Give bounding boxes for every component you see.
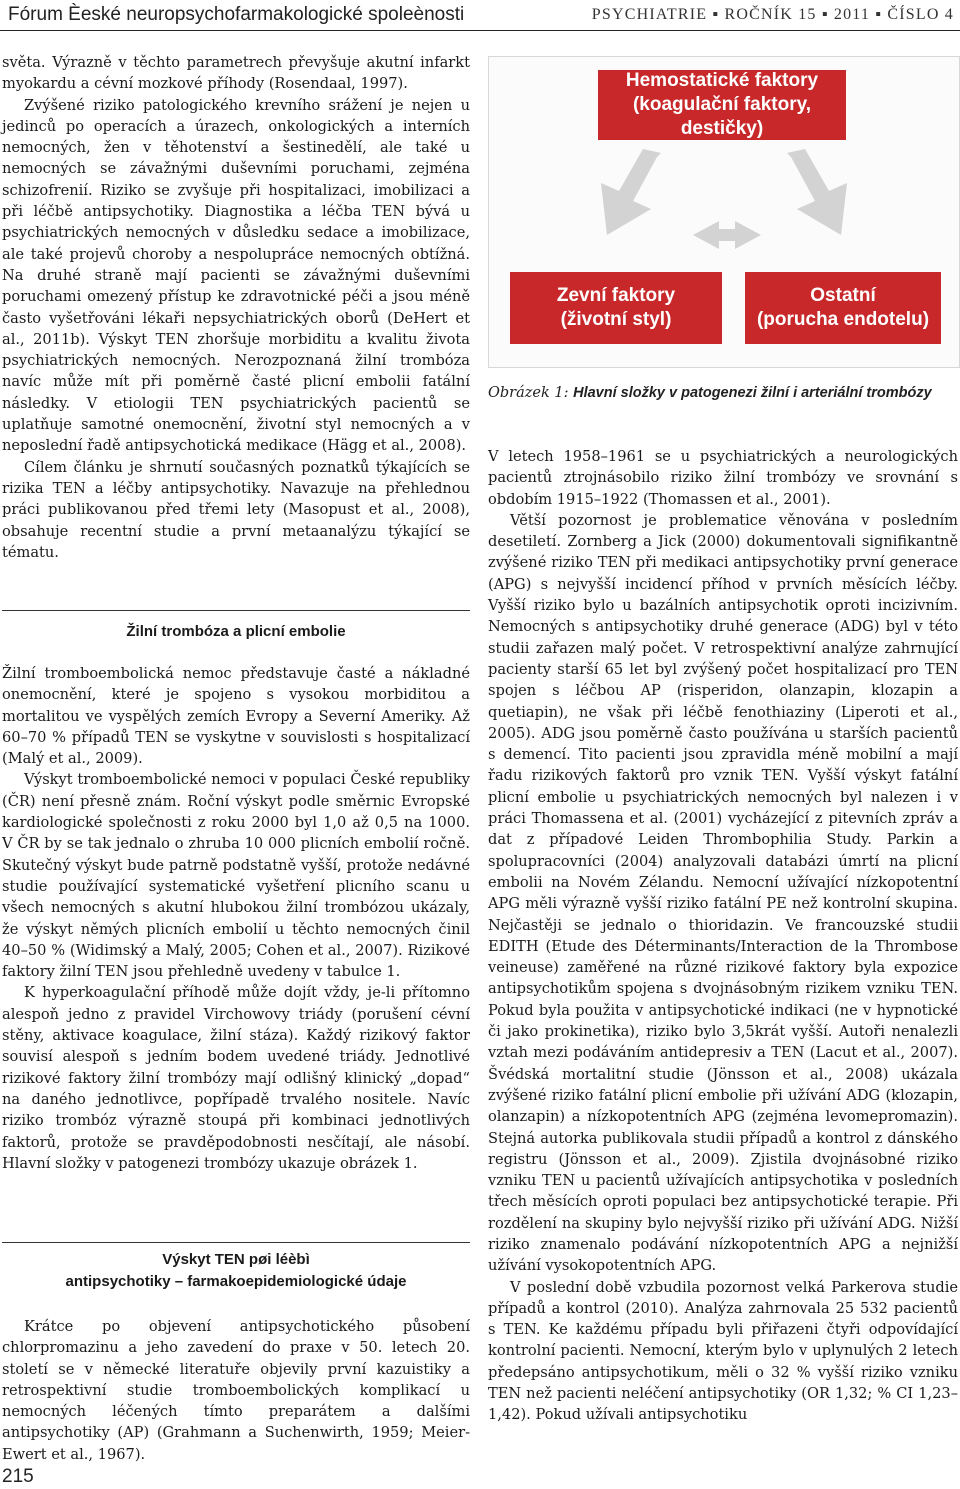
- arrow-down-left: [601, 149, 661, 235]
- paragraph: Větší pozornost je problematice věnována v posledním desetiletí. Zornberg a Jick (2000) dokumentovali signifikantně zvýšené riziko TEN při medikaci antipsychotiky první generace (APG) s nejvyšší incidencí příhod v prvních měsících léčby. Vyšší riziko bylo u bazálních antipsychotik oproti incizivním. Nemocných s antipsychotiky druhé generace (ADG) byl v této studii zařazen malý počet. V retrospektivní analýze zahrnující pacienty starší 65 let byl zvýšený počet hospitalizací pro TEN spojen s léčbou AP (risperidon, olanzapin, klozapin a quetiapin), ne však při léčbě fenothiaziny (Liperoti et al., 2005). ADG jsou poměrně často používána u starších pacientů s demencí. Tito pacienti jsou zpravidla méně mobilní a mají řadu rizikových faktorů pro vznik TEN. Vyšší výskyt fatální plicní embolie u psychiatrických nemocných byl nalezen i v práci Thomassena et al. (2001) vycházející z pitevních zpráv a dat z případové Leiden Thrombophilia Study. Parkin a spolupracovníci (2004) analyzovali databázi úmrtí na plicní embolii na Novém Zélandu. Nemocní užívající nízkopotentní APG měli výrazně vyšší riziko fatální PE než kontrolní skupina. Nejčastěji se jednalo o thioridazin. Ve francouzské studii EDITH (Etude des Déterminants/Interaction de la Thrombose veineuse) zaměřené na různé rizikové faktory byla expozice antipsychotikům spojena s dvojnásobným rizikem vzniku TEN. Pokud byla použita v antipsychotické indikaci (ne v hypnotické či jako prokinetika), riziko bylo 3,5krát vyšší. Autoři nenalezli vztah mezi podáváním antidepresiv a TEN (Lacut et al., 2007). Švédská mortalitní studie (Jönsson et al., 2008) ukázala zvýšené riziko fatální plicní embolie při užívání ADG (klozapin, olanzapin) a nízkopotentních APG (zejména levomepromazin). Stejná autorka publikovala studii případů a kontrol z dánského registru (Jönsson et al., 2009). Zjistila dvojnásobné riziko vzniku TEN u pacientů užívajících antipsychotika v posledních třech měsících oproti populaci bez antipsychotické terapie. Při rozdělení na skupiny bylo nejvyšší riziko při užívání ADG. Nižší riziko znamenalo podávání nízkopotentních APG a nejnižší užívání vysokopotentních APG.: [488, 511, 958, 1275]
- section-body-venous-thrombosis: [2, 663, 470, 1174]
- heading-line: antipsychotiky – farmakoepidemiologické údaje: [65, 1273, 407, 1290]
- figure-caption: [488, 383, 958, 403]
- caption-text: Hlavní složky v patogenezi žilní i arteriální trombózy: [573, 385, 932, 401]
- left-column: [2, 52, 470, 563]
- paragraph: Žilní tromboembolická nemoc představuje časté a nákladné onemocnění, které je spojeno s vysokou morbiditou a mortalitou ve vyspělých zemích Evropy a Severní Ameriky. Až 60–70 % případů TEN se vyskytne v souvislosti s hospitalizací (Malý et al., 2009).: [2, 665, 470, 768]
- section-body-ten-antipsychotics: [2, 1316, 470, 1465]
- page-number: 215: [2, 1466, 34, 1487]
- paragraph: Zvýšené riziko patologického krevního srážení je nejen u jedinců po operacích a úrazech, onkologických a interních nemocných, žen v těhotenství a šestinedělí, ale také u nemocných se závažnými duševními poruchami, zejména schizofrenií. Riziko se zvyšuje při hospitalizaci, imobilizaci a při léčbě antipsychotiky. Diagnostika a léčba TEN bývá u psychiatrických nemocných v důsledku sedace a imobilizace, ale také projevů choroby a nespolupráce nemocných obtížná. Na druhé straně mají pacienti se závažnými duševními poruchami omezený přístup ke zdravotnické péči a jsou méně často vyšetřováni lékaři nepsychiatrických oborů (DeHert et al., 2011b). Výskyt TEN zhoršuje morbiditu a kvalitu života psychiatrických nemocných. Nerozpoznaná žilní trombóza navíc může mít při poměrně časté plicní embolii fatální následky. V etiologii TEN psychiatrických pacientů se uplatňuje samotné onemocnění, životní styl nemocných a v neposlední řadě antipsychotická medikace (Hägg et al., 2008).: [2, 96, 470, 455]
- section-divider: [2, 610, 470, 611]
- paragraph: V letech 1958–1961 se u psychiatrických a neurologických pacientů ztrojnásobilo riziko žilní trombózy ve srovnání s obdobím 1915–1922 (Thomassen et al., 2001).: [488, 448, 958, 508]
- box-line: Ostatní: [810, 285, 876, 306]
- arrow-down-right: [787, 149, 847, 235]
- arrow-horizontal: [693, 221, 761, 249]
- journal-society-name: Fórum Èeské neuropsychofarmakologické spoleènosti: [8, 4, 465, 25]
- journal-issue-info: PSYCHIATRIE ▪ ROČNÍK 15 ▪ 2011 ▪ ČÍSLO 4: [591, 6, 954, 23]
- box-external-factors: [510, 272, 722, 344]
- box-line: (koagulační faktory, destičky): [632, 94, 812, 139]
- heading-line: Výskyt TEN pøi léèbì: [162, 1251, 310, 1268]
- section-divider: [2, 1242, 470, 1243]
- box-line: Hemostatické faktory: [625, 70, 819, 91]
- paragraph: Výskyt tromboembolické nemoci v populaci České republiky (ČR) není přesně znám. Roční výskyt podle směrnic Evropské kardiologické společnosti z roku 2000 byl 1,0 až 0,5 na 1000. V ČR by se tak jednalo o zhruba 10 000 plicních embolií ročně. Skutečný výskyt bude patrně podstatně vyšší, protože nedávné studie používající systematické vyšetření plicního scanu u všech nemocných s akutní hlubokou žilní trombózou ukázaly, že výskyt němých plicních embolií u těchto nemocných činil 40–50 % (Widimský a Malý, 2005; Cohen et al., 2007). Rizikové faktory žilní TEN jsou přehledně uvedeny v tabulce 1.: [2, 771, 470, 981]
- box-hemostatic-factors: [598, 70, 846, 140]
- caption-label: Obrázek 1:: [488, 385, 569, 401]
- paragraph: K hyperkoagulační příhodě může dojít vždy, je-li přítomno alespoň jedno z pravidel Virchowovy triády (porušení cévní stěny, aktivace koagulace, žilní stáza). Každý rizikový faktor souvisí alespoň s jedním bodem uvedené triády. Jednotlivé rizikové faktory žilní trombózy mají odlišný klinický „dopad“ na daného jednotlivce, popřípadě trvalého nositele. Navíc riziko trombóz výrazně stoupá při kombinaci jednotlivých faktorů, protože se pravděpodobnosti nesčítají, ale násobí. Hlavní složky v patogenezi trombózy ukazuje obrázek 1.: [2, 984, 470, 1172]
- paragraph: Cílem článku je shrnutí současných poznatků týkajících se rizika TEN a léčby antipsychotiky. Navazuje na přehlednou práci publikovanou před třemi lety (Masopust et al., 2008), obsahuje recentní studie a první metaanalýzu týkající se tématu.: [2, 458, 470, 561]
- box-line: Zevní faktory: [556, 285, 676, 306]
- box-line: (porucha endotelu): [756, 309, 930, 330]
- section-heading-venous-thrombosis: Žilní trombóza a plicní embolie: [126, 623, 346, 640]
- paragraph: V poslední době vzbudila pozornost velká Parkerova studie případů a kontrol (2010). Analýza zahrnovala 25 532 pacientů s TEN. Ke každému případu byli přiřazeni čtyři odpovídající kontrolní pacienti. Nemocní, kterým bylo v uplynulých 2 letech předepsáno antipsychotikum, měli o 32 % vyšší riziko vzniku TEN než pacienti neléčení antipsychotiky (OR 1,32; % CI 1,23–1,42). Pokud užívali antipsychotiku: [488, 1278, 958, 1424]
- running-header: [0, 0, 960, 31]
- paragraph: Krátce po objevení antipsychotického působení chlorpromazinu a jeho zavedení do praxe v 50. letech 20. století se v německé literatuře objevily první kazuistiky a retrospektivní studie tromboembolických komplikací u nemocných léčených tímto preparátem a dalšími antipsychotiky (AP) (Grahmann a Suchenwirth, 1959; Meier-Ewert et al., 1967).: [2, 1318, 470, 1463]
- section-heading-ten-antipsychotics: [2, 1249, 470, 1293]
- paragraph: světa. Výrazně v těchto parametrech převyšuje akutní infarkt myokardu a cévní mozkové příhody (Rosendaal, 1997).: [2, 54, 470, 93]
- box-line: (životní styl): [560, 309, 672, 330]
- right-column: [488, 446, 958, 1426]
- box-other-factors: [745, 272, 941, 344]
- figure-thrombosis-components: [488, 56, 960, 368]
